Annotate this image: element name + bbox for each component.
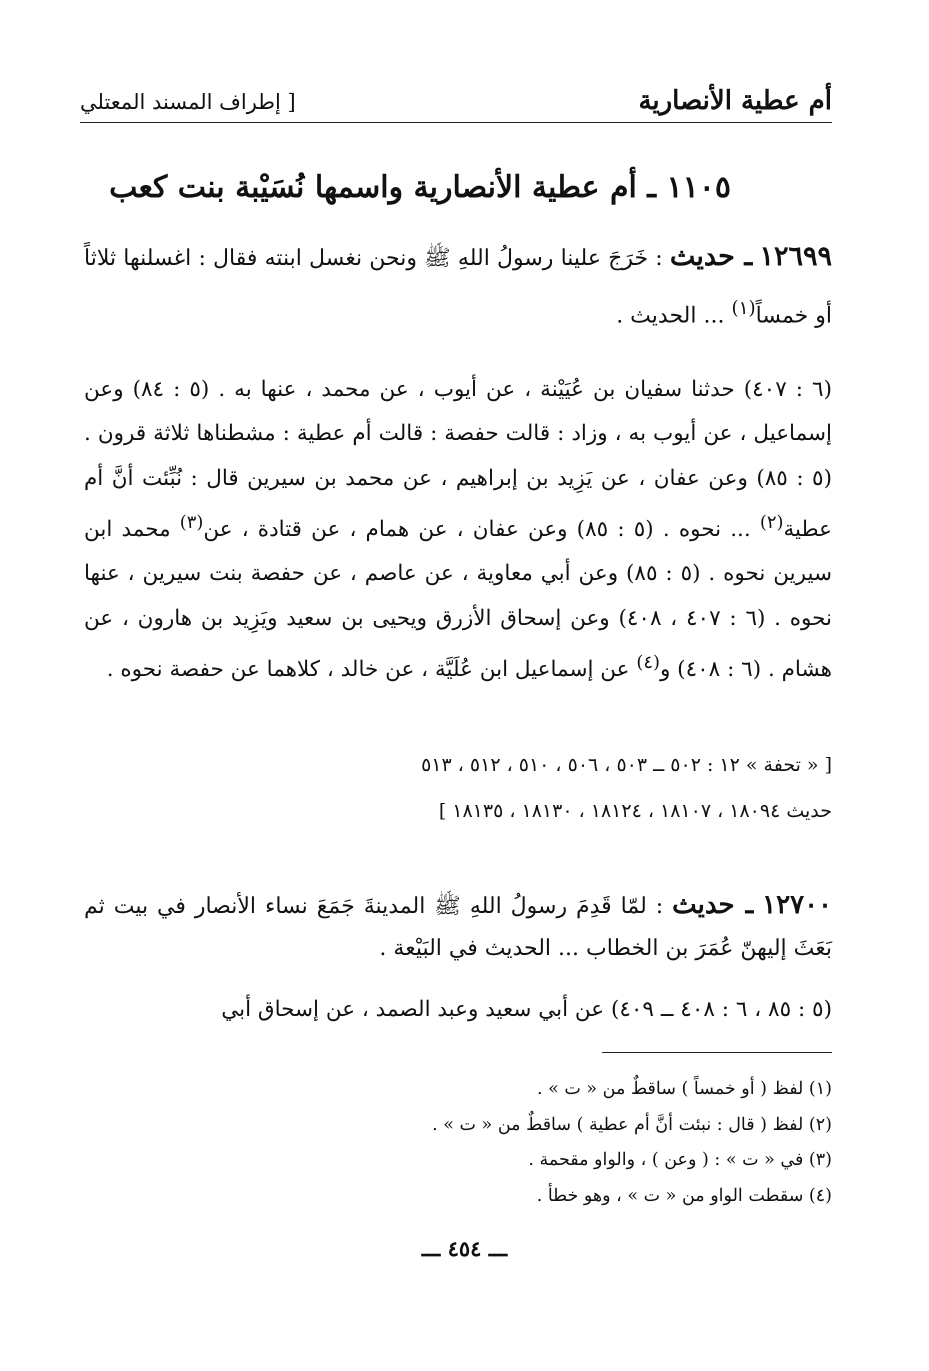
tuhfa-reference [84,742,832,834]
footnote-ref: (٤) [636,651,660,673]
hadith-text-end: ... الحديث . [616,303,725,329]
footnote-ref: (٣) [179,511,204,533]
hadith-label: ـ حديث [672,890,754,920]
running-title: أم عطية الأنصارية [638,86,832,116]
isnad-text: محمد ابن سيرين نحوه . (٥ : ٨٥) وعن أبي معاوية ، عن عاصم ، عن حفصة بنت سيرين ، عنها نحوه . (٦ : ٤٠٧ ، ٤٠٨) وعن إسحاق الأزرق ويحيى بن سعيد ويَزِيد بن هارون ، عن هشام . (٦ : ٤٠٨) و [84,517,833,683]
tuhfa-line: حديث ١٨٠٩٤ ، ١٨١٠٧ ، ١٨١٢٤ ، ١٨١٣٠ ، ١٨١٣٥ ] [438,800,832,822]
isnad-text: عن إسماعيل ابن عُلَيَّة ، عن خالد ، كلاهما عن حفصة نحوه . [106,657,630,683]
page-number: ـــ ٤٥٤ ـــ [421,1236,508,1261]
footnote: (١) لفظ ( أو خمساً ) ساقطٌ من « ت » . [536,1079,832,1099]
book-title: [ إطراف المسند المعتلي [80,90,296,114]
isnad-paragraph: (٥ : ٨٥ ، ٦ : ٤٠٨ ــ ٤٠٩) عن أبي سعيد وعبد الصمد ، عن إسحاق أبي [221,997,832,1022]
footnote: (٣) في « ت » : ( وعن ) ، والواو مقحمة . [528,1150,832,1170]
hadith-entry-12699 [84,232,832,341]
footnote-ref: (١) [731,298,756,319]
hadith-entry-12700 [84,884,832,970]
tuhfa-line: [ « تحفة » ١٢ : ٥٠٢ ــ ٥٠٣ ، ٥٠٦ ، ٥١٠ ، ٥١٢ ، ٥١٣ [421,754,832,776]
isnad-text: ... نحوه . (٥ : ٨٥) وعن عفان ، عن همام ، عن قتادة ، عن [203,517,751,543]
footnotes [432,1072,832,1214]
hadith-text: : لمّا قَدِمَ رسولُ اللهِ ﷺ المدينةَ جَمَعَ نساء الأنصار في بيت ثم بَعَثَ إليهنّ عُمَرَ بن الخطاب ... الحديث في البَيْعة . [84,894,832,961]
running-header [80,82,832,123]
hadith-number: ١٢٧٠٠ [762,890,832,920]
hadith-number: ١٢٦٩٩ [759,241,832,272]
isnad-text: (٦ : ٤٠٧) حدثنا سفيان بن عُيَيْنة ، عن أيوب ، عن محمد ، عنها به . (٥ : ٨٤) وعن إسماعيل ، عن أيوب به ، وزاد : قالت حفصة : قالت أم عطية : مشطناها ثلاثة قرون . (٥ : ٨٥) وعن عفان ، عن يَزِيد بن إبراهيم ، عن محمد بن سيرين قال : نُبِّئت أنَّ أم عطية [84,377,832,543]
footnote-ref: (٢) [759,511,784,533]
footnote: (٤) سقطت الواو من « ت » ، وهو خطأ . [536,1185,832,1206]
hadith-label: ـ حديث [669,241,753,272]
section-title: ١١٠٥ ـ أم عطية الأنصارية واسمها نُسَيْبة بنت كعب [109,170,731,205]
footnote-divider [602,1052,832,1053]
footnote: (٢) لفظ ( قال : نبئت أنَّ أم عطية ) ساقطٌ من « ت » . [432,1114,832,1135]
isnad-paragraph [84,368,832,692]
hadith-text: : خَرَجَ علينا رسولُ اللهِ ﷺ ونحن نغسل ابنته فقال : اغسلنها ثلاثاً أو خمساً [84,246,832,329]
